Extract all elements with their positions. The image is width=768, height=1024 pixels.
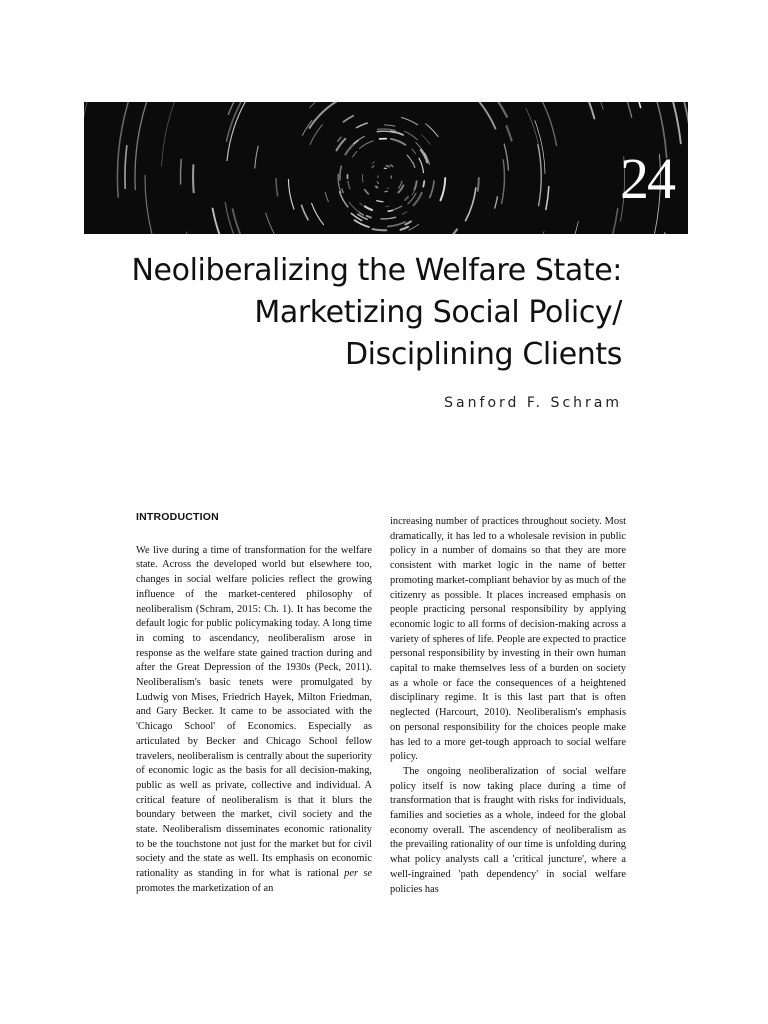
chapter-title-line-2: Marketizing Social Policy/ (254, 295, 622, 330)
chapter-number: 24 (620, 146, 674, 211)
chapter-title-line-3: Disciplining Clients (344, 337, 622, 372)
right-text-column (390, 515, 626, 897)
paragraph-text: promotes the marketization of an (136, 882, 274, 894)
body-paragraph: The ongoing neoliberalization of social welfare policy itself is now taking place during a time of transformation that is fraught with risks for individuals, families and societies as a whole, indeed for the global economy overall. The ascendency of neoliberalism as the prevailing rationality of our time is unfolding during what policy analysts call a 'critical juncture', where a well-ingrained 'path dependency' in social welfare policies has (390, 765, 626, 895)
chapter-title (62, 250, 622, 376)
body-paragraph: increasing number of practices throughout society. Most dramatically, it has led to a wholesale revision in public policy in a number of domains so that they are more consistent with market logic in the name of better promoting market-compliant behavior by as much of the citizenry as possible. It places increased emphasis on people practicing personal responsibility by applying economic logic to all forms of decision-making across a variety of spheres of life. People are expected to practice personal responsibility by investing in their own human capital to make themselves less of a burden on society as a whole or face the consequences of a heightened disciplinary regime. It is this last part that is often neglected (Harcourt, 2010). Neoliberalism's emphasis on personal responsibility for the choices people make has led to a more get-tough approach to social welfare policy. (390, 516, 626, 763)
body-paragraph (136, 544, 372, 897)
star-trails-photo (84, 102, 688, 234)
chapter-author: Sanford F. Schram (444, 395, 622, 411)
chapter-title-line-1: Neoliberalizing the Welfare State: (131, 253, 622, 288)
paragraph-text: We live during a time of transformation for the welfare state. Across the developed world but elsewhere too, changes in social welfare policies reflect the growing influence of the market-centered philosophy of neoliberalism (Schram, 2015: Ch. 1). It has become the default logic for public policymaking today. A long time in coming to ascendancy, neoliberalism arose in response as the welfare state gained traction during and after the Great Depression of the 1930s (Peck, 2011). Neoliberalism's basic tenets were promulgated by Ludwig von Mises, Friedrich Hayek, Milton Friedman, and Gary Becker. It came to be associated with the 'Chicago School' of Economics. Especially as articulated by Becker and Chicago School fellow travelers, neoliberalism is centrally about the superiority of economic logic as the basis for all decision-making, public as well as private, collective and individual. A critical feature of neoliberalism is that it blurs the boundary between the market, civil society and the state. Neoliberalism disseminates economic rationality to be the touchstone not just for the market but for civil society and the state as well. Its emphasis on economic rationality as standing in for what is rational (136, 544, 372, 880)
chapter-banner-image (84, 102, 688, 234)
italic-term: per se (344, 868, 372, 880)
left-text-column (136, 510, 372, 897)
section-heading: INTRODUCTION (136, 511, 219, 523)
